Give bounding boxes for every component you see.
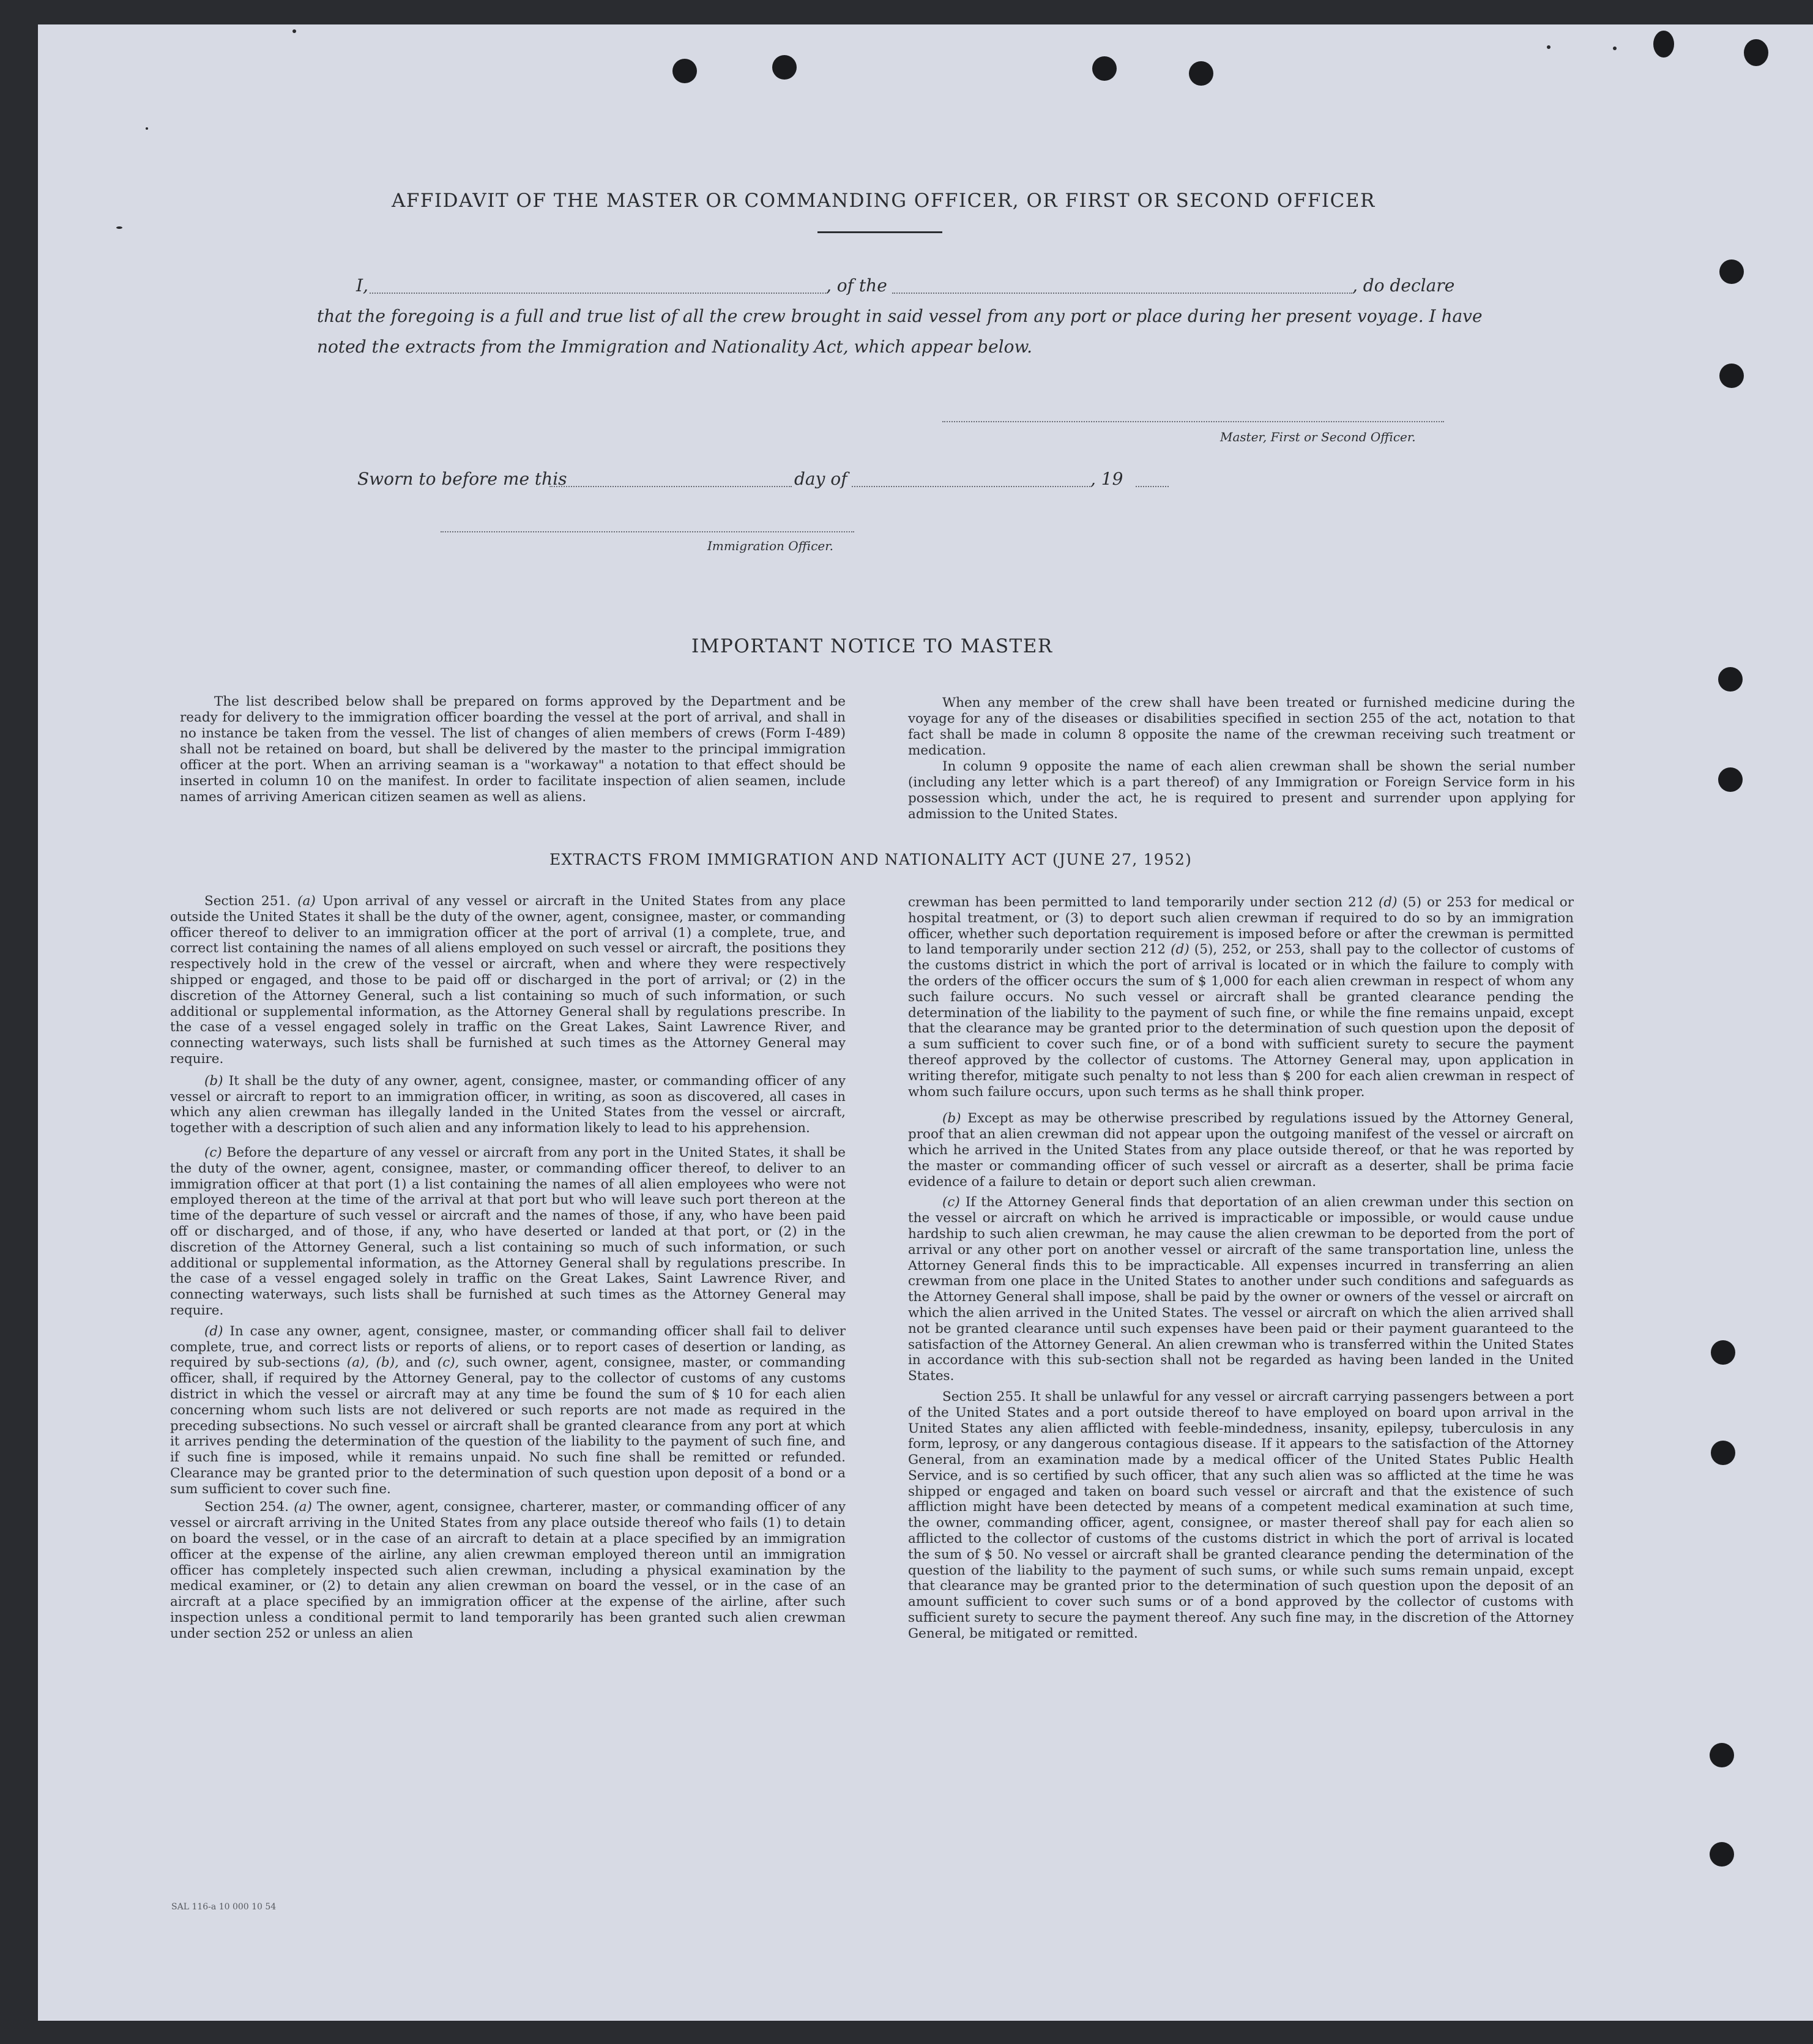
year-label: , 19 (1090, 469, 1123, 489)
punch-hole (1744, 39, 1768, 66)
punch-hole (672, 59, 697, 83)
punch-hole (1719, 259, 1744, 284)
sworn-month-field[interactable] (852, 486, 1090, 487)
notice-right-column (908, 695, 1575, 831)
officer-signature-label: Immigration Officer. (707, 539, 833, 553)
section-251b: (b) It shall be the duty of any owner, agent, consignee, master, or commanding officer of any vessel or aircraft to report to an immigration officer, in writing, as soon as discovered, all cases in which any alien crewman has illegally landed in the United States from the vessel or aircraft, together with a description of such alien and any information likely to lead to his apprehension. (170, 1073, 846, 1136)
extracts-title: EXTRACTS FROM IMMIGRATION AND NATIONALITY ACT (JUNE 27, 1952) (549, 851, 1193, 868)
punch-hole (1718, 667, 1743, 692)
form-code: SAL 116-a 10 000 10 54 (171, 1902, 277, 1912)
speck (1547, 45, 1551, 49)
affidavit-title: AFFIDAVIT OF THE MASTER OR COMMANDING OFFICER, OR FIRST OR SECOND OFFICER (392, 190, 1376, 212)
punch-hole (1710, 1743, 1734, 1767)
punch-hole (1711, 1340, 1735, 1365)
of-the-label: , of the (826, 275, 887, 296)
affidavit-line-2: that the foregoing is a full and true list of all the crew brought in said vessel from any port or place during her present voyage. I have (317, 306, 1483, 326)
punch-hole (1189, 61, 1213, 86)
punch-hole (1710, 1842, 1734, 1867)
name-field[interactable] (370, 293, 826, 294)
affidavit-i-label: I, (356, 275, 368, 296)
notice-right-p2: In column 9 opposite the name of each alien crewman shall be shown the serial number (including any letter which is a part thereof) of any Immigration or Foreign Service form in his possession which, under the act, he is required to present and surrender upon applying for admission to the United States. (908, 759, 1575, 822)
notice-title: IMPORTANT NOTICE TO MASTER (691, 635, 1053, 657)
punch-hole (1718, 767, 1743, 792)
section-251d: (d) In case any owner, agent, consignee, master, or commanding officer shall fail to deliver complete, true, and correct lists or reports of aliens, or to report cases of desertion or landing, as required by sub-sections (a), (b), and (c), such owner, agent, consignee, master, or commanding officer, shall, if required by the Attorney General, pay to the collector of customs of any customs district in which the vessel or aircraft may at any time be found the sum of $ 10 for each alien concerning whom such lists are not delivered or such reports are not made as required in the preceding subsections. No such vessel or aircraft shall be granted clearance from any port at which it arrives pending the determination of the question of the liability to the payment of such fine, and if such fine is imposed, while it remains unpaid. No such fine shall be remitted or refunded. Clearance may be granted prior to the determination of such question upon deposit of a bond or a sum sufficient to cover such fine. (170, 1323, 846, 1497)
punch-hole (1653, 31, 1674, 58)
sworn-day-field[interactable] (549, 486, 792, 487)
extracts-left-column (170, 893, 846, 1642)
sworn-year-field[interactable] (1136, 486, 1169, 487)
punch-hole (772, 55, 797, 80)
notice-left-text: The list described below shall be prepared on forms approved by the Department and be ready for delivery to the immigration officer boarding the vessel at the port of arrival, and shall in no instance be taken from the vessel. The list of changes of alien members of crews (Form I-489) shall not be retained on board, but shall be delivered by the master to the principal immigration officer at the port. When an arriving seaman is a "workaway" a notation to that effect should be inserted in column 10 on the manifest. In order to facilitate inspection of alien seamen, include names of arriving American citizen seamen as well as aliens. (180, 694, 846, 805)
speck (116, 226, 122, 229)
notice-right-p1: When any member of the crew shall have been treated or furnished medicine during the voyage for any of the diseases or disabilities specified in section 255 of the act, notation to that fact shall be made in column 8 opposite the name of the crewman receiving such treatment or medication. (908, 695, 1575, 758)
notice-left-column (180, 694, 846, 814)
title-rule (817, 231, 942, 233)
speck (146, 127, 148, 130)
section-254a-left: Section 254. (a) The owner, agent, consignee, charterer, master, or commanding officer of any vessel or aircraft arriving in the United States from any place outside thereof who fails (1) to detain on board the vessel, or in the case of an aircraft to detain at a place specified by an immigration officer at the expense of the airline, any alien crewman employed thereon until an immigration officer has completely inspected such alien crewman, including a physical examination by the medical examiner, or (2) to detain any alien crewman on board the vessel, or in the case of an aircraft at a place specified by an immigration officer at the expense of the airline, after such inspection unless a conditional permit to land temporarily has been granted such alien crewman under section 252 or unless an alien (170, 1499, 846, 1641)
speck (1613, 47, 1617, 50)
affidavit-line-3: noted the extracts from the Immigration and Nationality Act, which appear below. (317, 337, 1032, 357)
master-signature-label: Master, First or Second Officer. (1220, 430, 1416, 444)
officer-signature-line[interactable] (441, 531, 854, 532)
section-255: Section 255. It shall be unlawful for any vessel or aircraft carrying passengers between a port of the United States and a port outside thereof to have employed on board upon arrival in the United States any alien afflicted with feeble-mindedness, insanity, epilepsy, tuberculosis in any form, leprosy, or any dangerous contagious disease. If it appears to the satisfaction of the Attorney General, from an examination made by a medical officer of the United States Public Health Service, and is so certified by such officer, that any such alien was so afflicted at the time he was shipped or engaged and taken on board such vessel or aircraft and that the existence of such affliction might have been detected by means of a competent medical examination at such time, the owner, commanding officer, agent, consignee, or master thereof shall pay for each alien so afflicted to the collector of customs of the customs district in which the port of arrival is located the sum of $ 50. No vessel or aircraft shall be granted clearance pending the determination of the question of the liability to the payment of such sums, or while such sums remain unpaid, except that clearance may be granted prior to the determination of such question upon the deposit of an amount sufficient to cover such sums or of a bond approved by the collector of customs with sufficient surety to secure the payment thereof. Any such fine may, in the discretion of the Attorney General, be mitigated or remitted. (908, 1389, 1574, 1641)
punch-hole (1719, 364, 1744, 388)
speck (292, 29, 296, 33)
section-251c: (c) Before the departure of any vessel or aircraft from any port in the United States, it shall be the duty of the owner, agent, consignee, master, or commanding officer thereof, to deliver to an immigration officer at that port (1) a list containing the names of all alien employees who were not employed thereon at the time of the arrival at that port but who will leave such port thereon at the time of the departure of such vessel or aircraft and the names of those, if any, who have been paid off or discharged, and of those, if any, who have deserted or landed at that port, or (2) in the discretion of the Attorney General, such a list containing so much of such information, or such additional or supplemental information, as the Attorney General shall by regulations prescribe. In the case of a vessel engaged solely in traffic on the Great Lakes, Saint Lawrence River, and connecting waterways, such lists shall be furnished at such times as the Attorney General may require. (170, 1144, 846, 1318)
section-254b: (b) Except as may be otherwise prescribed by regulations issued by the Attorney General, proof that an alien crewman did not appear upon the outgoing manifest of the vessel or aircraft on which he arrived in the United States from any place outside thereof, or that he was reported by the master or commanding officer of such vessel or aircraft as a deserter, shall be prima facie evidence of a failure to detain or deport such alien crewman. (908, 1111, 1574, 1190)
extracts-right-column (908, 895, 1574, 1642)
vessel-field[interactable] (892, 293, 1352, 294)
punch-hole (1711, 1441, 1735, 1465)
punch-hole (1092, 56, 1117, 81)
section-251a: Section 251. (a) Upon arrival of any vessel or aircraft in the United States from any place outside the United States it shall be the duty of the owner, agent, consignee, master, or commanding officer thereof to deliver to an immigration officer at the port of arrival (1) a complete, true, and correct list containing the names of all aliens employed on such vessel or aircraft, the positions they respectively hold in the crew of the vessel or aircraft, when and where they were respectively shipped or engaged, and those to be paid off or discharged in the port of arrival; or (2) in the discretion of the Attorney General, such a list containing so much of such information, or such additional or supplemental information, as the Attorney General shall by regulations prescribe. In the case of a vessel engaged solely in traffic on the Great Lakes, Saint Lawrence River, and connecting waterways, such lists shall be furnished at such times as the Attorney General may require. (170, 893, 846, 1067)
day-of-label: day of (794, 469, 847, 489)
section-254a-right: crewman has been permitted to land temporarily under section 212 (d) (5) or 253 for medical or hospital treatment, or (3) to deport such alien crewman if required to do so by an immigration officer, whether such deportation requirement is imposed before or after the crewman is permitted to land temporarily under section 212 (d) (5), 252, or 253, shall pay to the collector of customs of the customs district in which the port of arrival is located or in which the failure to comply with the orders of the officer occurs the sum of $ 1,000 for each alien crewman in respect of whom any such failure occurs. No such vessel or aircraft shall be granted clearance pending the determination of the liability to the payment of such fine, or while the fine remains unpaid, except that the clearance may be granted prior to the determination of such question upon the deposit of a sum sufficient to cover such fine, or of a bond with sufficient surety to secure the payment thereof approved by the collector of customs. The Attorney General may, upon application in writing therefor, mitigate such penalty to not less than $ 200 for each alien crewman in respect of whom such failure occurs, upon such terms as he shall think proper. (908, 895, 1574, 1100)
section-254c: (c) If the Attorney General finds that deportation of an alien crewman under this section on the vessel or aircraft on which he arrived is impracticable or impossible, or would cause undue hardship to such alien crewman, he may cause the alien crewman to be deported from the port of arrival or any other port on another vessel or aircraft of the same transportation line, unless the Attorney General finds this to be impracticable. All expenses incurred in transferring an alien crewman from one place in the United States to another under such conditions and safeguards as the Attorney General shall impose, shall be paid by the owner or owners of the vessel or aircraft on which the alien arrived in the United States. The vessel or aircraft on which the alien arrived shall not be granted clearance until such expenses have been paid or their payment guaranteed to the satisfaction of the Attorney General. An alien crewman who is transferred within the United States in accordance with this sub-section shall not be regarded as having been landed in the United States. (908, 1195, 1574, 1384)
sworn-label: Sworn to before me this (357, 469, 567, 489)
do-declare-label: , do declare (1352, 275, 1455, 296)
master-signature-line[interactable] (942, 421, 1444, 422)
